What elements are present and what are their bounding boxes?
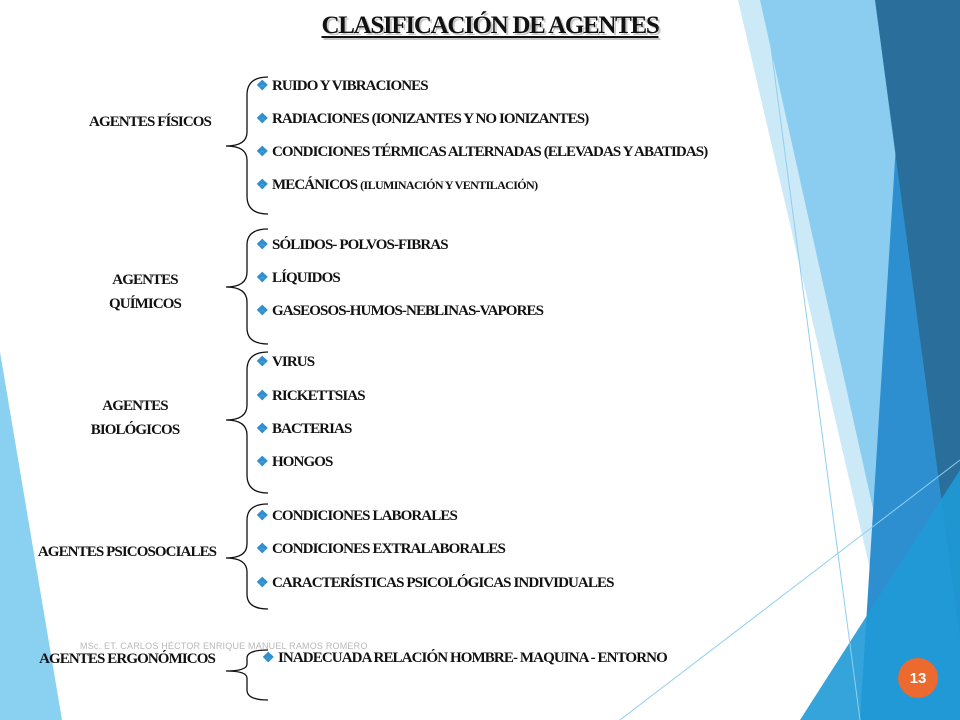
item-text: VIRUS [272, 354, 315, 370]
list-item [256, 574, 614, 593]
diamond-bullet-icon: ❖ [256, 422, 268, 437]
item-text: CONDICIONES TÉRMICAS ALTERNADAS (ELEVADAS Y ABATIDAS) [272, 144, 708, 160]
slide-title: CLASIFICACIÓN DE AGENTES [321, 12, 659, 39]
diamond-bullet-icon: ❖ [256, 576, 268, 591]
list-item [256, 353, 314, 372]
diamond-bullet-icon: ❖ [256, 389, 268, 404]
list-item [256, 110, 588, 129]
category-label-ergonomicos: AGENTES ERGONÓMICOS [39, 651, 215, 667]
diamond-bullet-icon: ❖ [256, 145, 268, 160]
list-item [256, 269, 340, 288]
list-item [256, 507, 457, 526]
list-item [256, 236, 448, 255]
item-text: MECÁNICOS [272, 177, 358, 193]
list-item [256, 453, 332, 472]
diamond-bullet-icon: ❖ [262, 651, 274, 666]
item-text: CARACTERÍSTICAS PSICOLÓGICAS INDIVIDUALES [272, 575, 614, 591]
category-label-line: QUÍMICOS [109, 296, 181, 312]
item-text: SÓLIDOS- POLVOS-FIBRAS [272, 237, 448, 253]
diamond-bullet-icon: ❖ [256, 79, 268, 94]
diamond-bullet-icon: ❖ [256, 238, 268, 253]
list-item [256, 77, 428, 96]
diamond-bullet-icon: ❖ [256, 178, 268, 193]
item-text: LÍQUIDOS [272, 270, 340, 286]
item-text: BACTERIAS [272, 421, 352, 437]
item-text: RUIDO Y VIBRACIONES [272, 78, 428, 94]
page-number-badge: 13 [898, 658, 938, 698]
diamond-bullet-icon: ❖ [256, 271, 268, 286]
list-item [262, 649, 667, 668]
diamond-bullet-icon: ❖ [256, 304, 268, 319]
item-text: CONDICIONES EXTRALABORALES [272, 541, 505, 557]
category-label-line: AGENTES [112, 272, 178, 288]
diamond-bullet-icon: ❖ [256, 455, 268, 470]
list-item [256, 540, 505, 559]
category-label-psicosociales: AGENTES PSICOSOCIALES [37, 544, 217, 560]
slide-footer: MSc. ET. CARLOS HÉCTOR ENRIQUE MANUEL RAMOS ROMERO [80, 641, 368, 651]
diamond-bullet-icon: ❖ [256, 112, 268, 127]
category-label-quimicos [60, 268, 230, 316]
item-text: CONDICIONES LABORALES [272, 508, 457, 524]
diamond-bullet-icon: ❖ [256, 355, 268, 370]
list-item [256, 302, 543, 321]
category-label-biologicos [50, 394, 220, 442]
category-label-line: BIOLÓGICOS [90, 422, 180, 438]
item-text: HONGOS [272, 454, 333, 470]
list-item [256, 387, 365, 406]
item-text: GASEOSOS-HUMOS-NEBLINAS-VAPORES [272, 303, 544, 319]
list-item [256, 176, 537, 195]
category-label-fisicos: AGENTES FÍSICOS [89, 114, 211, 130]
list-item [256, 143, 707, 162]
item-text: RADIACIONES (IONIZANTES Y NO IONIZANTES) [272, 111, 589, 127]
diamond-bullet-icon: ❖ [256, 542, 268, 557]
list-item [256, 420, 351, 439]
category-label-line: AGENTES [102, 398, 168, 414]
item-text: INADECUADA RELACIÓN HOMBRE- MAQUINA - ENTORNO [278, 650, 667, 666]
item-note: (ILUMINACIÓN Y VENTILACIÓN) [360, 178, 538, 192]
diamond-bullet-icon: ❖ [256, 509, 268, 524]
item-text: RICKETTSIAS [272, 388, 365, 404]
